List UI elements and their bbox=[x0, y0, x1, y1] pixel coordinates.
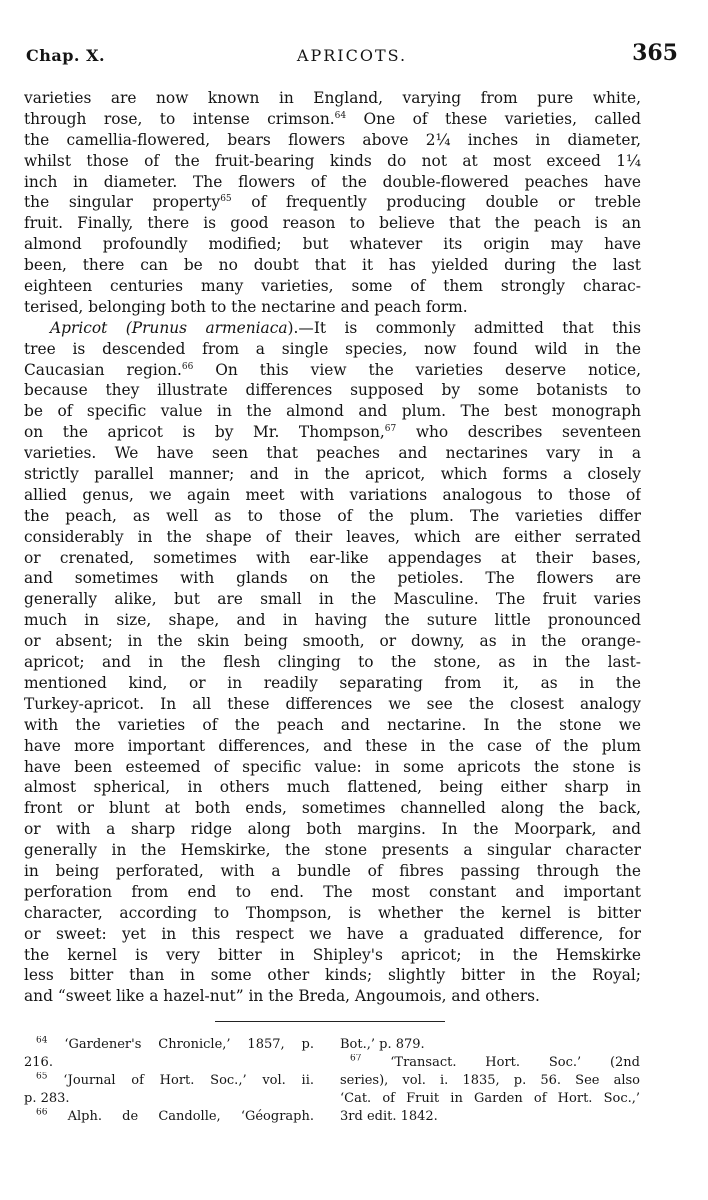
text-line: almond profoundly modified; but whatever its origin may have bbox=[24, 235, 641, 254]
text-line: whilst those of the fruit-bearing kinds do not at most exceed 1¼ bbox=[24, 151, 641, 170]
text-line: or sweet: yet in this respect we have a graduated difference, for bbox=[24, 924, 641, 943]
text-line: fruit. Finally, there is good reason to believe that the peach is an bbox=[24, 214, 641, 233]
text-line: generally alike, but are small in the Masculine. The fruit varies bbox=[24, 590, 641, 609]
text-line: perforation from end to end. The most constant and important bbox=[24, 882, 641, 901]
footnote-line: 3rd edit. 1842. bbox=[340, 1109, 438, 1124]
text-line: with the varieties of the peach and nectarine. In the stone we bbox=[24, 715, 641, 734]
running-header bbox=[26, 40, 678, 74]
text-line: because they illustrate differences supposed by some botanists to bbox=[24, 381, 641, 400]
text-line: the peach, as well as to those of the plum. The varieties differ bbox=[24, 506, 641, 525]
text-line: through rose, to intense crimson.$^{64}$ One of these varieties, called bbox=[24, 109, 641, 128]
text-line: strictly parallel manner; and in the apricot, which forms a closely bbox=[24, 465, 641, 484]
text-line: mentioned kind, or in readily separating from it, as in the bbox=[24, 673, 641, 692]
footnote-line: $^{67}$ ‘Transact. Hort. Soc.’ (2nd bbox=[350, 1054, 640, 1070]
footnote-line: 216. bbox=[24, 1055, 53, 1070]
footnote-ref: 67 bbox=[384, 424, 397, 435]
text-line: or crenated, sometimes with ear-like appendages at their bases, bbox=[24, 548, 641, 567]
footnote-line: p. 283. bbox=[24, 1091, 70, 1106]
footnote-ref: 65 bbox=[220, 194, 232, 205]
text-line: on the apricot is by Mr. Thompson,$^{67}$ who describes seventeen bbox=[24, 423, 641, 442]
text-line: or absent; in the skin being smooth, or downy, as in the orange- bbox=[24, 632, 641, 651]
text-line: Turkey-apricot. In all these differences we see the closest analogy bbox=[24, 694, 641, 713]
text-line: tree is descended from a single species, now found wild in the bbox=[24, 339, 641, 358]
footnote-line: Bot.,’ p. 879. bbox=[340, 1037, 425, 1052]
section-heading-line: Apricot (Prunus armeniaca).—It is commonly admitted that this bbox=[50, 318, 641, 337]
page-number: 365 bbox=[632, 40, 678, 66]
text-line: apricot; and in the flesh clinging to the stone, as in the last- bbox=[24, 653, 641, 672]
text-line: or with a sharp ridge along both margins. In the Moorpark, and bbox=[24, 820, 641, 839]
text-line: in being perforated, with a bundle of fibres passing through the bbox=[24, 861, 641, 880]
text-line: varieties are now known in England, varying from pure white, bbox=[24, 89, 641, 107]
text-line: be of specific value in the almond and plum. The best monograph bbox=[24, 402, 641, 421]
text-line: the singular property$^{65}$ of frequently producing double or treble bbox=[24, 193, 641, 212]
text-line: inch in diameter. The flowers of the double-flowered peaches have bbox=[24, 172, 641, 191]
text-line: the camellia-flowered, bears flowers above 2¼ inches in diameter, bbox=[24, 130, 641, 149]
text-line: almost spherical, in others much flattened, being either sharp in bbox=[24, 778, 641, 797]
text-line: been, there can be no doubt that it has yielded during the last bbox=[24, 256, 641, 275]
text-line: considerably in the shape of their leaves, which are either serrated bbox=[24, 527, 641, 546]
text-line: and “sweet like a hazel-nut” in the Breda, Angoumois, and others. bbox=[24, 987, 540, 1006]
footnote-rule bbox=[215, 1021, 445, 1022]
text-line: have been esteemed of specific value: in some apricots the stone is bbox=[24, 757, 641, 776]
text-line: generally in the Hemskirke, the stone presents a singular character bbox=[24, 841, 641, 860]
text-line: terised, belonging both to the nectarine and peach form. bbox=[24, 297, 468, 316]
footnote-line: $^{64}$ ‘Gardener's Chronicle,’ 1857, p. bbox=[36, 1036, 314, 1052]
footnote-line: ‘Cat. of Fruit in Garden of Hort. Soc.,’ bbox=[340, 1091, 640, 1106]
footnote-line: $^{65}$ ‘Journal of Hort. Soc.,’ vol. ii. bbox=[36, 1072, 314, 1088]
chapter-label: Chap. X. bbox=[26, 46, 106, 65]
text-line: the kernel is very bitter in Shipley's apricot; in the Hemskirke bbox=[24, 945, 641, 964]
text-line: Caucasian region.$^{66}$ On this view the varieties deserve notice, bbox=[24, 360, 641, 379]
footnote-line: $^{66}$ Alph. de Candolle, ‘Géograph. bbox=[36, 1108, 314, 1124]
text-line: much in size, shape, and in having the suture little pronounced bbox=[24, 611, 641, 630]
footnote-ref: 64 bbox=[334, 110, 347, 121]
text-line: varieties. We have seen that peaches and nectarines vary in a bbox=[24, 444, 641, 463]
body-text bbox=[24, 88, 641, 1007]
footnotes-right-column bbox=[340, 1036, 640, 1126]
text-line: and sometimes with glands on the petioles. The flowers are bbox=[24, 569, 641, 588]
text-line: eighteen centuries many varieties, some of them strongly charac- bbox=[24, 277, 641, 296]
footnotes-left-column bbox=[24, 1036, 314, 1126]
running-title: APRICOTS. bbox=[296, 46, 408, 65]
text-line: less bitter than in some other kinds; slightly bitter in the Royal; bbox=[24, 966, 641, 985]
text-line: front or blunt at both ends, sometimes channelled along the back, bbox=[24, 799, 641, 818]
text-line: character, according to Thompson, is whether the kernel is bitter bbox=[24, 903, 641, 922]
footnote-ref: 66 bbox=[181, 361, 194, 372]
footnote-line: series), vol. i. 1835, p. 56. See also bbox=[340, 1073, 640, 1088]
text-line: allied genus, we again meet with variations analogous to those of bbox=[24, 485, 641, 504]
text-line: have more important differences, and these in the case of the plum bbox=[24, 736, 641, 755]
